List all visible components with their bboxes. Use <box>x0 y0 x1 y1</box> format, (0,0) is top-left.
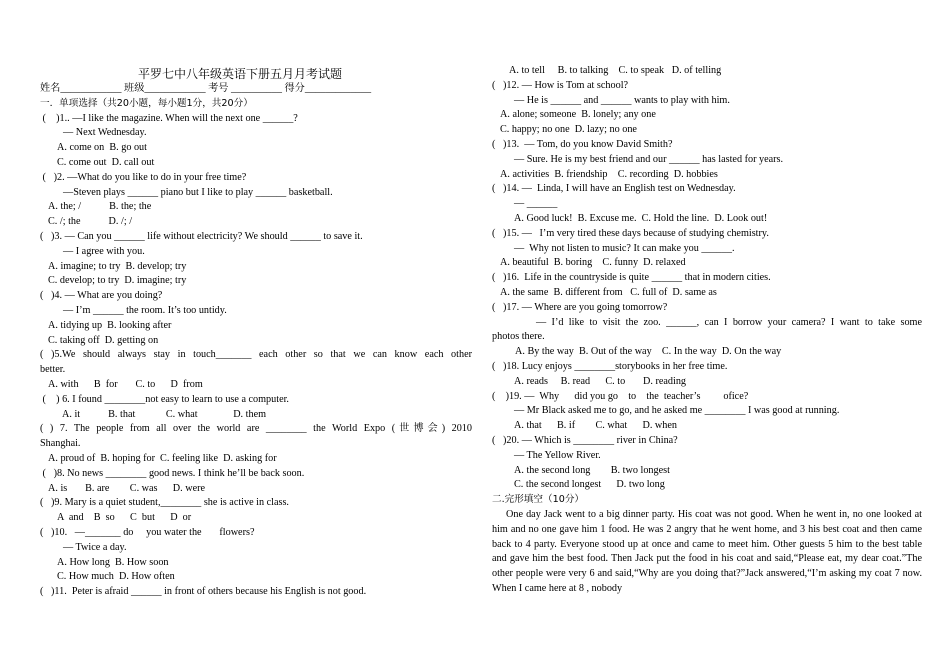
section-heading-multiple-choice: 一．单项选择（共20小题，每小题1分，共20分） <box>40 97 253 109</box>
question-1-options: C. come out D. call out <box>57 156 155 168</box>
question-7: ( ) 7. The people from all over the world are ________ the World Expo (世博会) 2010 <box>40 423 472 435</box>
question-10-options: C. How much D. How often <box>57 571 175 583</box>
question-4: ( )4. — What are you doing? <box>40 290 163 302</box>
question-20-options: A. the second long B. two longest <box>514 464 670 476</box>
question-14: ( )14. — Linda, I will have an English test on Wednesday. <box>492 183 736 195</box>
question-2-line: —Steven plays ______ piano but I like to play ______ basketball. <box>63 186 333 198</box>
question-14-line: — ______ <box>514 198 558 210</box>
question-20-line: — The Yellow River. <box>514 449 601 461</box>
question-4-options: C. taking off D. getting on <box>48 334 159 346</box>
question-3-line: — I agree with you. <box>63 245 145 257</box>
question-8-options: A. is B. are C. was D. were <box>48 482 206 494</box>
question-10: ( )10. —_______ do you water the flowers? <box>40 526 255 538</box>
question-18-options: A. reads B. read C. to D. reading <box>514 375 687 387</box>
question-15-line: — Why not listen to music? It can make you ______. <box>514 242 735 254</box>
question-17: ( )17. — Where are you going tomorrow? <box>492 301 668 313</box>
question-5: ( )5.We should always stay in touch_______ each other so that we can know each other <box>40 349 472 361</box>
question-16: ( )16. Life in the countryside is quite ______ that in modern cities. <box>492 272 771 284</box>
question-4-line: — I’m ______ the room. It’s too untidy. <box>63 304 227 316</box>
question-13-line: — Sure. He is my best friend and our ______ has lasted for years. <box>514 153 784 165</box>
question-18: ( )18. Lucy enjoys ________storybooks in her free time. <box>492 360 728 372</box>
question-20-options: C. the second longest D. two long <box>514 479 665 491</box>
question-15: ( )15. — I’m very tired these days because of studying chemistry. <box>492 227 769 239</box>
question-10-line: — Twice a day. <box>63 541 127 553</box>
question-3-options: A. imagine; to try B. develop; try <box>48 260 187 272</box>
question-2-options: C. /; the D. /; / <box>48 216 133 228</box>
question-7-cont: Shanghai. <box>40 438 81 450</box>
section-heading-cloze: 二.完形填空（10分） <box>492 494 585 506</box>
question-3-options: C. develop; to try D. imagine; try <box>48 275 187 287</box>
question-6-options: A. it B. that C. what D. them <box>62 408 267 420</box>
question-1-answer: — Next Wednesday. <box>63 127 147 139</box>
student-info-line: 姓名____________ 班级____________ 考号 __________ 得分_____________ <box>40 83 372 94</box>
question-19-options: A. that B. if C. what D. when <box>514 420 677 432</box>
question-17-line: — I’d like to visit the zoo. ______, can I borrow your camera? I want to take some <box>536 316 922 328</box>
question-12-options: A. alone; someone B. lonely; any one <box>500 109 656 121</box>
question-13-options: A. activities B. friendship C. recording D. hobbies <box>500 168 718 180</box>
question-17-options: A. By the way B. Out of the way C. In the way D. On the way <box>515 346 782 358</box>
question-4-options: A. tidying up B. looking after <box>48 319 172 331</box>
question-6: ( ) 6. I found ________not easy to learn to use a computer. <box>40 393 289 405</box>
question-7-options: A. proud of B. hoping for C. feeling like D. asking for <box>48 452 277 464</box>
question-12-line: — He is ______ and ______ wants to play with him. <box>514 94 730 106</box>
question-16-options: A. the same B. different from C. full of D. same as <box>500 286 717 298</box>
question-2-options: A. the; / B. the; the <box>48 201 152 213</box>
question-15-options: A. beautiful B. boring C. funny D. relaxed <box>500 257 686 269</box>
question-13: ( )13. — Tom, do you know David Smith? <box>492 138 673 150</box>
question-9-options: A and B so C but D or <box>57 512 192 524</box>
exam-title: 平罗七中八年级英语下册五月月考试题 <box>137 67 342 81</box>
question-11: ( )11. Peter is afraid ______ in front of others because his English is not good. <box>40 586 367 598</box>
question-2: ( )2. —What do you like to do in your free time? <box>40 171 247 183</box>
question-17-cont: photos there. <box>492 331 545 343</box>
question-12-options: C. happy; no one D. lazy; no one <box>500 124 637 136</box>
question-3: ( )3. — Can you ______ life without electricity? We should ______ to save it. <box>40 230 363 242</box>
question-1: ( )1.. —I like the magazine. When will the next one ______? <box>40 112 298 124</box>
question-20: ( )20. — Which is ________ river in China? <box>492 434 678 446</box>
question-19: ( )19. — Why did you go to the teacher’s ofice? <box>492 390 749 402</box>
question-12: ( )12. — How is Tom at school? <box>492 79 629 91</box>
question-5-cont: better. <box>40 364 66 376</box>
question-10-options: A. How long B. How soon <box>57 556 169 568</box>
question-11-options: A. to tell B. to talking C. to speak D. of telling <box>509 65 722 76</box>
question-5-options: A. with B for C. to D from <box>48 378 203 390</box>
question-9: ( )9. Mary is a quiet student,________ she is active in class. <box>40 497 289 509</box>
right-column <box>492 64 922 597</box>
question-1-options: A. come on B. go out <box>57 142 147 154</box>
left-column <box>40 82 472 600</box>
cloze-passage: One day Jack went to a big dinner party. His coat was not good. When he went in, no one looked at him and no one gave him 1 food. He was 2 angry that he went home, and 3 his best coat and then came back to 4 party. Everyone stood up at once and came to meet him. Other guests 5 him to the best table and gave him the best food. Then Jack put the food in his coat and said,“Please eat, my dear coat.”The other people were very 6 and said,“Why are you doing that?”Jack answered,“I’m asking my coat 7 now. When I came here at 8 , nobody <box>492 508 922 594</box>
question-14-options: A. Good luck! B. Excuse me. C. Hold the line. D. Look out! <box>514 212 768 224</box>
question-19-line: — Mr Black asked me to go, and he asked me ________ I was good at running. <box>514 405 840 417</box>
question-8: ( )8. No news ________ good news. I think he’ll be back soon. <box>40 467 305 479</box>
